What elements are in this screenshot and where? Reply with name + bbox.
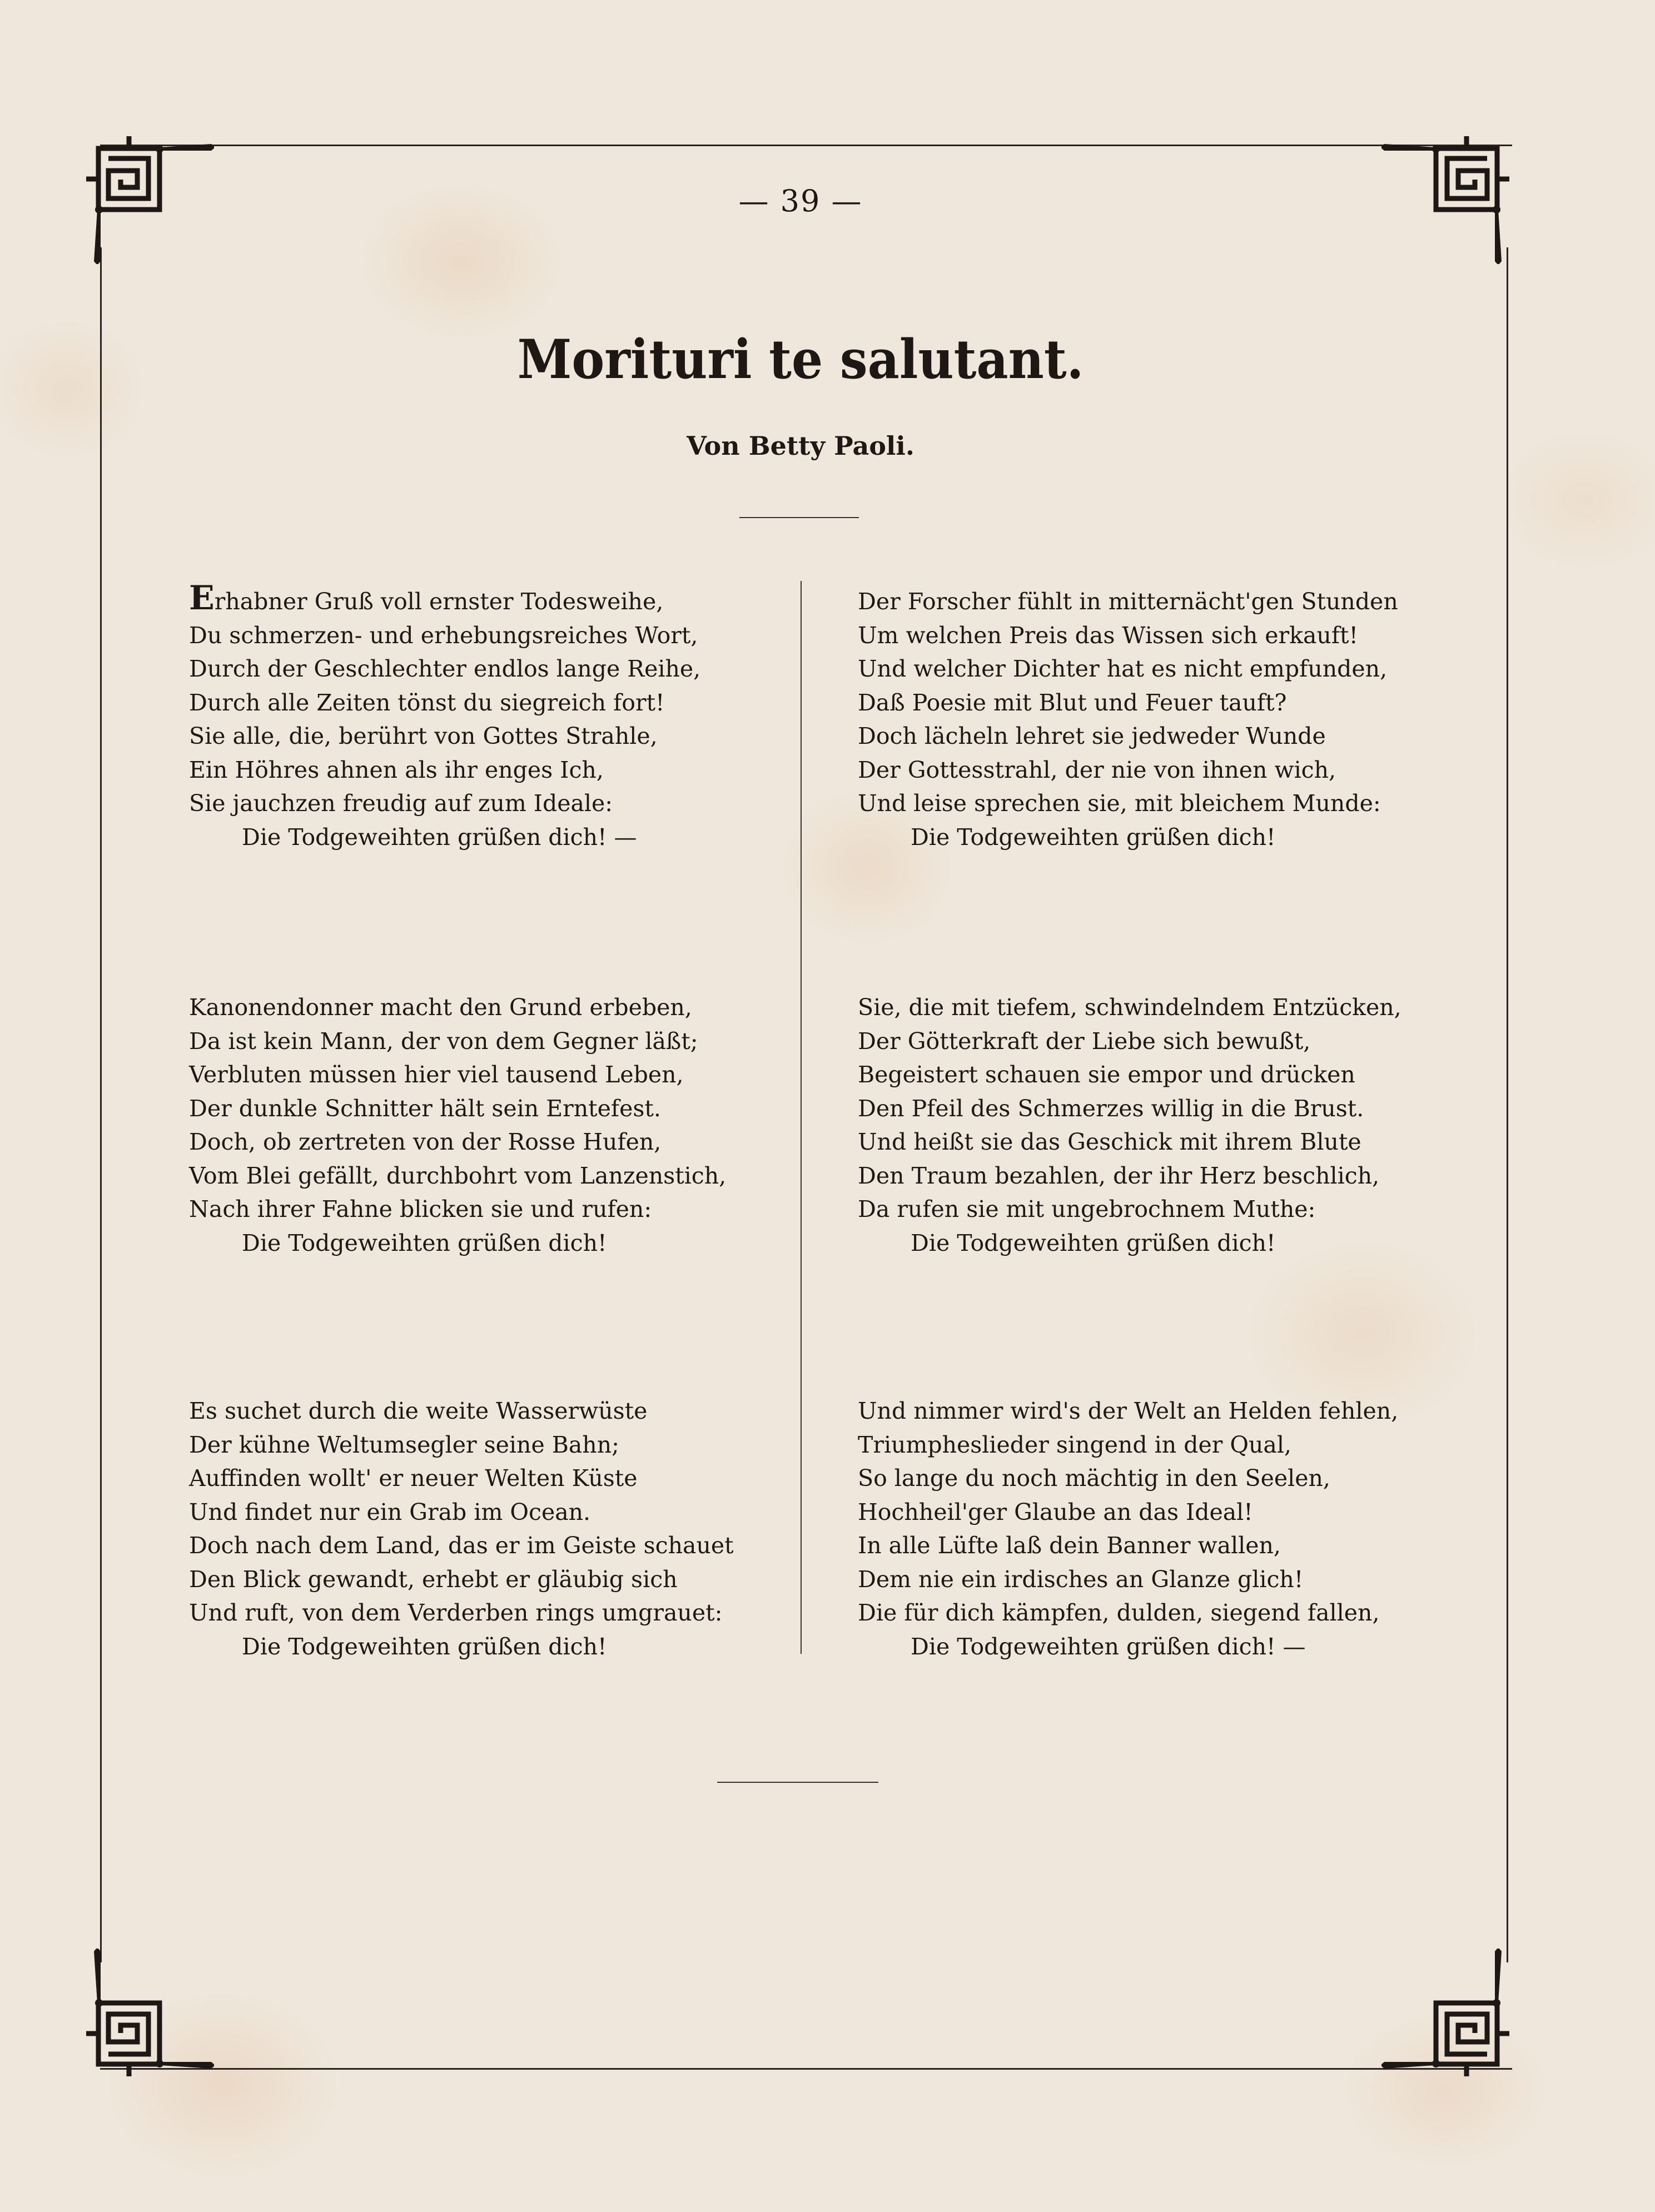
initial-capital: E bbox=[189, 579, 215, 618]
verse-line: Verbluten müssen hier viel tausend Leben, bbox=[189, 1061, 684, 1088]
frame-top-rule bbox=[100, 145, 1512, 146]
refrain-line: Die Todgeweihten grüßen dich! bbox=[242, 1229, 607, 1256]
verse-line: Da rufen sie mit ungebrochnem Muthe: bbox=[858, 1196, 1316, 1222]
corner-ornament-bottom-left bbox=[86, 1948, 214, 2076]
fret-knot-corner-icon bbox=[86, 136, 214, 264]
verse-line: In alle Lüfte laß dein Banner wallen, bbox=[858, 1532, 1281, 1559]
verse-line: Kanonendonner macht den Grund erbeben, bbox=[189, 994, 692, 1021]
verse-line: Da ist kein Mann, der von dem Gegner läßt; bbox=[189, 1027, 698, 1055]
verse-line: Den Pfeil des Schmerzes willig in die Brust. bbox=[858, 1095, 1364, 1122]
verse-line: Doch, ob zertreten von der Rosse Hufen, bbox=[189, 1129, 662, 1155]
verse-line: Und nimmer wird's der Welt an Helden fehlen, bbox=[858, 1398, 1399, 1424]
page-number: — 39 — bbox=[738, 183, 863, 218]
refrain-line: Die Todgeweihten grüßen dich! bbox=[911, 823, 1276, 851]
title-divider bbox=[739, 517, 859, 518]
verse-line: Daß Poesie mit Blut und Feuer tauft? bbox=[858, 689, 1287, 716]
verse-line: Doch lächeln lehret sie jedweder Wunde bbox=[858, 723, 1326, 749]
verse-line: Durch alle Zeiten tönst du siegreich fort! bbox=[189, 689, 665, 716]
verse-line: Den Traum bezahlen, der ihr Herz beschlich, bbox=[858, 1162, 1380, 1189]
stanza-6 bbox=[858, 1394, 1414, 1663]
verse-line: Vom Blei gefällt, durchbohrt vom Lanzenstich, bbox=[189, 1162, 727, 1189]
verse-line: Durch der Geschlechter endlos lange Reihe, bbox=[189, 655, 701, 682]
verse-line: Der Götterkraft der Liebe sich bewußt, bbox=[858, 1027, 1311, 1055]
stanza-5 bbox=[189, 1394, 745, 1663]
verse-line: Du schmerzen- und erhebungsreiches Wort, bbox=[189, 622, 698, 649]
verse-line: Erhabner Gruß voll ernster Todesweihe, bbox=[189, 579, 664, 618]
frame-left-rule bbox=[100, 247, 102, 1962]
verse-line: So lange du noch mächtig in den Seelen, bbox=[858, 1465, 1330, 1492]
stanza-2 bbox=[858, 585, 1414, 854]
frame-right-rule bbox=[1507, 247, 1508, 1962]
verse-line: Um welchen Preis das Wissen sich erkauft! bbox=[858, 622, 1358, 649]
verse-line: Der Gottesstrahl, der nie von ihnen wich, bbox=[858, 756, 1336, 783]
verse-line: Dem nie ein irdisches an Glanze glich! bbox=[858, 1565, 1304, 1593]
poem-author: Von Betty Paoli. bbox=[687, 431, 915, 461]
verse-line: Und findet nur ein Grab im Ocean. bbox=[189, 1498, 591, 1525]
verse-line: Es suchet durch die weite Wasserwüste bbox=[189, 1398, 648, 1424]
refrain-line: Die Todgeweihten grüßen dich! bbox=[242, 1633, 607, 1660]
verse-line: Doch nach dem Land, das er im Geiste schauet bbox=[189, 1532, 734, 1559]
stanza-4 bbox=[858, 991, 1414, 1260]
verse-line: Und heißt sie das Geschick mit ihrem Blute bbox=[858, 1129, 1361, 1155]
verse-line: Der dunkle Schnitter hält sein Erntefest. bbox=[189, 1095, 661, 1122]
fret-knot-corner-icon bbox=[86, 1948, 214, 2076]
fret-knot-corner-icon bbox=[1381, 136, 1509, 264]
corner-ornament-top-left bbox=[86, 136, 214, 264]
verse-line: Sie alle, die, berührt von Gottes Strahle, bbox=[189, 723, 658, 749]
refrain-line: Die Todgeweihten grüßen dich! bbox=[911, 1229, 1276, 1256]
refrain-line: Die Todgeweihten grüßen dich! — bbox=[911, 1633, 1306, 1660]
end-divider bbox=[717, 1782, 878, 1783]
verse-line: Ein Höhres ahnen als ihr enges Ich, bbox=[189, 756, 604, 783]
frame-bottom-rule bbox=[100, 2068, 1512, 2070]
verse-line: Begeistert schauen sie empor und drücken bbox=[858, 1061, 1355, 1088]
corner-ornament-top-right bbox=[1381, 136, 1509, 264]
verse-line: Nach ihrer Fahne blicken sie und rufen: bbox=[189, 1196, 652, 1222]
verse-line: Und ruft, von dem Verderben rings umgrauet: bbox=[189, 1599, 723, 1626]
stanza-3 bbox=[189, 991, 745, 1260]
poem-title: Morituri te salutant. bbox=[517, 328, 1084, 391]
refrain-line: Die Todgeweihten grüßen dich! — bbox=[242, 823, 637, 851]
verse-line: Die für dich kämpfen, dulden, siegend fallen, bbox=[858, 1599, 1380, 1626]
verse-line: Und welcher Dichter hat es nicht empfunden, bbox=[858, 655, 1388, 682]
stanza-1 bbox=[189, 579, 745, 854]
verse-line: Der kühne Weltumsegler seine Bahn; bbox=[189, 1431, 619, 1458]
column-divider bbox=[801, 581, 802, 1654]
verse-line: Triumpheslieder singend in der Qual, bbox=[858, 1431, 1291, 1458]
verse-line: Sie jauchzen freudig auf zum Ideale: bbox=[189, 790, 613, 817]
verse-line: Sie, die mit tiefem, schwindelndem Entzücken, bbox=[858, 994, 1401, 1021]
corner-ornament-bottom-right bbox=[1381, 1948, 1509, 2076]
verse-line: Der Forscher fühlt in mitternächt'gen Stunden bbox=[858, 588, 1398, 615]
fret-knot-corner-icon bbox=[1381, 1948, 1509, 2076]
verse-line: Und leise sprechen sie, mit bleichem Munde: bbox=[858, 790, 1381, 817]
verse-line: Den Blick gewandt, erhebt er gläubig sich bbox=[189, 1565, 678, 1593]
verse-line: Auffinden wollt' er neuer Welten Küste bbox=[189, 1465, 638, 1492]
verse-line: Hochheil'ger Glaube an das Ideal! bbox=[858, 1498, 1253, 1525]
